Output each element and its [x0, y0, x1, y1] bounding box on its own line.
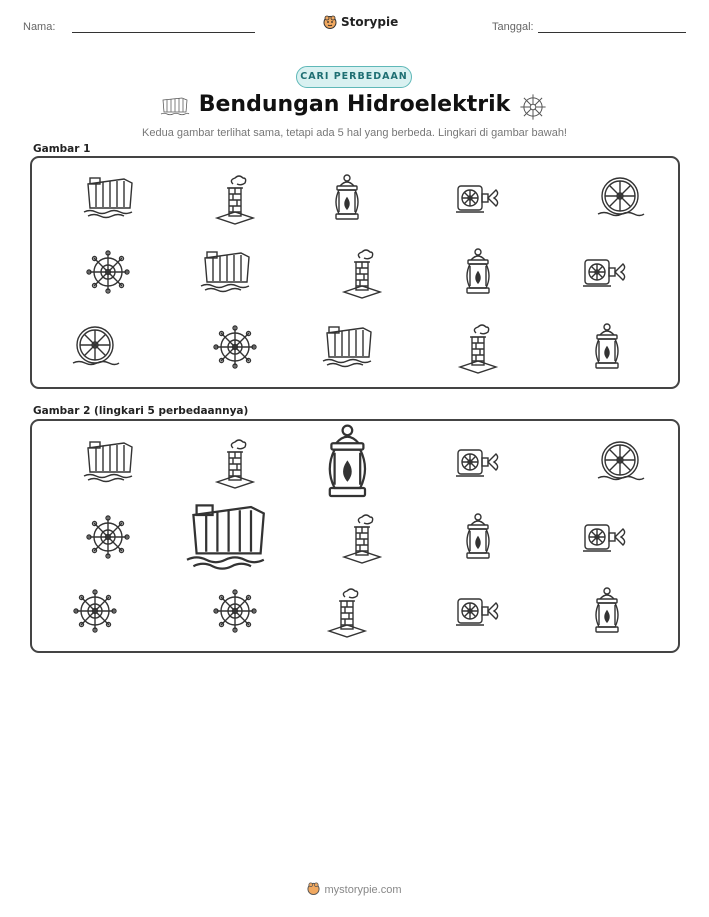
generator-icon [581, 513, 629, 561]
turbine-wheel-icon [84, 513, 132, 561]
picture-2-item-12[interactable] [211, 587, 259, 635]
picture-1-item-7 [201, 248, 249, 296]
picture-1-item-6 [84, 248, 132, 296]
picture-2-item-3[interactable] [309, 424, 386, 501]
picture-2-item-10[interactable] [581, 513, 629, 561]
picture-1-item-1 [84, 174, 132, 222]
lantern-icon [454, 248, 502, 296]
generator-icon [581, 248, 629, 296]
chimney-icon [211, 438, 259, 486]
picture-2-item-7[interactable] [187, 499, 264, 576]
picture-2-item-1[interactable] [84, 438, 132, 486]
picture-1-label: Gambar 1 [33, 143, 91, 155]
picture-2-item-14[interactable] [454, 587, 502, 635]
activity-badge: CARI PERBEDAAN [296, 66, 412, 88]
dam-icon [187, 499, 264, 576]
date-line[interactable] [538, 32, 686, 33]
picture-2-item-4[interactable] [454, 438, 502, 486]
turbine-wheel-icon [84, 248, 132, 296]
picture-1-item-5 [596, 174, 644, 222]
generator-icon [454, 174, 502, 222]
chimney-icon [454, 323, 502, 371]
lantern-icon [583, 587, 631, 635]
picture-1-item-9 [454, 248, 502, 296]
dam-icon [201, 248, 249, 296]
name-label: Nama: [23, 21, 56, 33]
footer [0, 882, 709, 896]
water-wheel-icon [71, 323, 119, 371]
chimney-icon [211, 174, 259, 222]
generator-icon [454, 438, 502, 486]
lantern-icon [309, 424, 386, 501]
picture-2-item-13[interactable] [323, 587, 371, 635]
picture-1-item-4 [454, 174, 502, 222]
turbine-title-icon [519, 93, 547, 121]
water-wheel-icon [596, 174, 644, 222]
picture-1-item-3 [323, 174, 371, 222]
instructions-text: Kedua gambar terlihat sama, tetapi ada 5 hal yang berbeda. Lingkari di gambar bawah! [142, 127, 567, 139]
picture-2-label: Gambar 2 (lingkari 5 perbedaannya) [33, 405, 249, 417]
dam-icon [84, 438, 132, 486]
picture-1-item-11 [71, 323, 119, 371]
name-line[interactable] [72, 32, 255, 33]
picture-1-item-12 [211, 323, 259, 371]
lantern-icon [323, 174, 371, 222]
picture-2-item-2[interactable] [211, 438, 259, 486]
turbine-wheel-icon [211, 323, 259, 371]
turbine-wheel-icon [71, 587, 119, 635]
page-title: Bendungan Hidroelektrik [198, 92, 511, 117]
chimney-icon [323, 587, 371, 635]
dam-icon [323, 323, 371, 371]
picture-1-item-10 [581, 248, 629, 296]
chimney-icon [338, 513, 386, 561]
brand-logo [323, 13, 398, 31]
picture-2-item-5[interactable] [596, 438, 644, 486]
picture-2-item-6[interactable] [84, 513, 132, 561]
picture-2-item-11[interactable] [71, 587, 119, 635]
date-label: Tanggal: [492, 21, 534, 33]
picture-1-item-13 [323, 323, 371, 371]
dam-icon [84, 174, 132, 222]
storypie-mascot-icon [323, 15, 337, 29]
picture-2-item-9[interactable] [454, 513, 502, 561]
lantern-icon [454, 513, 502, 561]
picture-1-item-8 [338, 248, 386, 296]
picture-1-item-14 [454, 323, 502, 371]
picture-2-item-8[interactable] [338, 513, 386, 561]
chimney-icon [338, 248, 386, 296]
picture-2-item-15[interactable] [583, 587, 631, 635]
footer-site: mystorypie.com [324, 884, 402, 896]
water-wheel-icon [596, 438, 644, 486]
lantern-icon [583, 323, 631, 371]
turbine-wheel-icon [211, 587, 259, 635]
brand-name: Storypie [341, 15, 399, 29]
generator-icon [454, 587, 502, 635]
picture-1-item-15 [583, 323, 631, 371]
picture-1-item-2 [211, 174, 259, 222]
storypie-footer-icon [307, 882, 320, 895]
